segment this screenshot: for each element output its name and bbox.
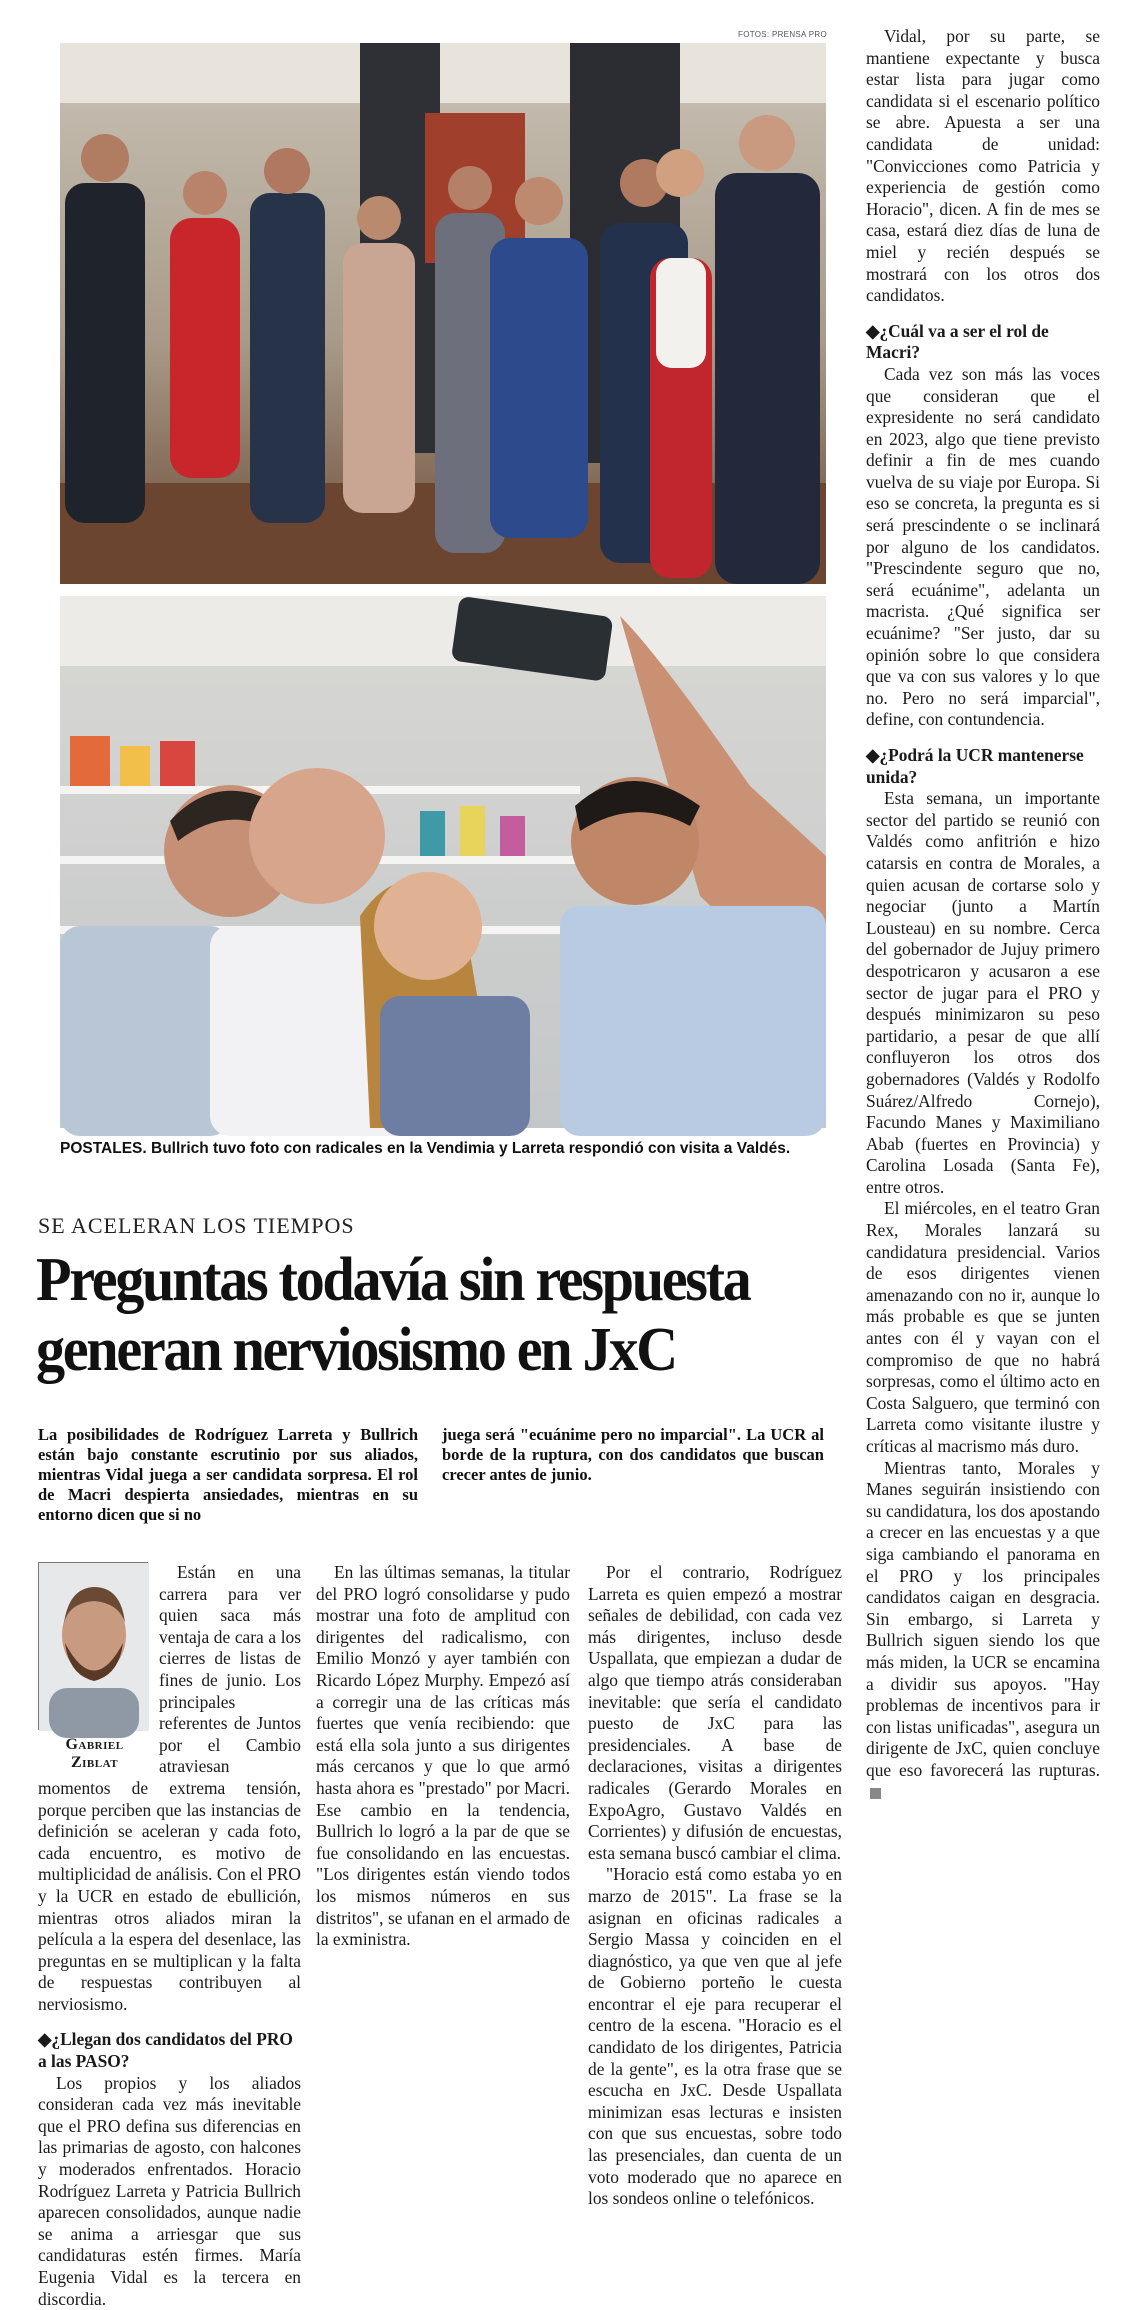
author-photo (38, 1562, 148, 1730)
paragraph-final (866, 1458, 1100, 1804)
paragraph: Cada vez son más las voces que consideran que el expresidente no será candidato en 2023, algo que tiene previsto definir a fin de mes cuando vuelva de su viaje por Europa. Si eso se concreta, la pregunta es si será prescindente o se inclinará por alguno de los candidatos. "Prescindente seguro que no, será ecuánime", adelanta un macrista. ¿Qué significa ser ecuánime? "Ser justo, dar su opinión sobre lo que considera que va con sus valores y lo que no. Pero no será imparcial", define, con contundencia. (866, 363, 1100, 730)
body-column-3 (588, 1562, 842, 2210)
photo-credit: FOTOS: PRENSA PRO (738, 30, 827, 39)
headline (36, 1245, 788, 1385)
author-last-name: Ziblat (70, 1754, 119, 1771)
paragraph: Vidal, por su parte, se mantiene expectante y busca estar lista para jugar como candidata si el escenario político se abre. Apuesta a ser una candidata de unidad: "Convicciones como Patricia y experiencia de gestión como Horacio", dicen. A fin de mes se casa, estará diez días de luna de miel y recién después se mostrará con los otros dos candidatos. (866, 26, 1100, 306)
body-column-4 (866, 26, 1100, 1803)
deck-part2: juega será "ecuánime pero no imparcial". La UCR al borde de la ruptura, con dos candidatos que buscan crecer antes de junio. (442, 1425, 824, 1484)
caption-label: POSTALES. (60, 1140, 147, 1157)
deck-part1: La posibilidades de Rodríguez Larreta y Bullrich están bajo constante escrutinio por sus aliados, mientras Vidal juega a ser candidata sorpresa. El rol de Macri despierta ansiedades, mientras en su entorno dicen que si no (38, 1425, 418, 1524)
subhead: ◆¿Llegan dos candidatos del PRO a las PASO? (38, 2029, 293, 2072)
author-first-name: Gabriel (65, 1736, 124, 1753)
paragraph-final-text: Mientras tanto, Morales y Manes seguirán insistiendo con su candidatura, los dos apostando a crecer en las encuestas y a que siga cambiando el panorama en el PRO y los principales candidatos caigan en desgracia. Sin embargo, si Larreta y Bullrich siguen siendo los que más miden, la UCR se encamina a dividir sus apoyos. "Hay problemas de incentivos para ir con listas unificadas", asegura un dirigente de JxC, quien concluye que eso favorecerá las rupturas. (866, 1457, 1100, 1780)
paragraph: Los propios y los aliados consideran cada vez más inevitable que el PRO defina sus diferencias en las primarias de agosto, con halcones y moderados enfrentados. Horacio Rodríguez Larreta y Patricia Bullrich aparecen consolidados, aunque nadie se anima a arriesgar que sus candidaturas estén firmes. María Eugenia Vidal es la tercera en discordia. (38, 2072, 301, 2309)
caption-text: Bullrich tuvo foto con radicales en la Vendimia y Larreta respondió con visita a Valdés. (151, 1140, 791, 1157)
headline-line2: generan nerviosismo en JxC (36, 1316, 676, 1384)
paragraph: En las últimas semanas, la titular del PRO logró consolidarse y pudo mostrar una foto de amplitud con dirigentes del radicalismo, con Emilio Monzó y ayer también con Ricardo López Murphy. Empezó así a corregir una de las críticas más fuertes que venía recibiendo: que está ella sola junto a sus dirigentes más cercanos y que lo que armó hasta ahora es "prestado" por Macri. Ese cambio en la tendencia, Bullrich lo logró a la par de que se fue consolidando en las encuestas. "Los dirigentes están viendo todos los mismos números en sus distritos", se ufanan en el armado de la exministra. (316, 1562, 570, 1950)
kicker: SE ACELERAN LOS TIEMPOS (38, 1213, 355, 1238)
group-photo (60, 43, 826, 584)
author-box (38, 1562, 151, 1772)
selfie-photo (60, 596, 826, 1128)
body-column-1 (38, 1562, 301, 2310)
subhead: ◆¿Cuál va a ser el rol de Macri? (866, 320, 1049, 363)
author-name (38, 1736, 151, 1772)
photo-caption (60, 1140, 840, 1158)
paragraph: El miércoles, en el teatro Gran Rex, Morales lanzará su candidatura presidencial. Varios de esos dirigentes vienen amenazando con no ir, aunque lo más probable es que se junten antes con él y vayan con el compromiso de que no habrá sorpresas, como el último acto en Costa Salguero, que terminó con Larreta como visitante ilustre y críticas al macrismo más duro. (866, 1198, 1100, 1456)
paragraph: Esta semana, un importante sector del partido se reunió con Valdés como anfitrión e hizo catarsis en contra de Morales, a quien acusan de cortarse solo y negociar (junto a Martín Lousteau) en su nombre. Cerca del gobernador de Jujuy primero despotricaron y acusaron a ese sector de jugar para el PRO y después minimizaron su peso partidario, a pesar de que allí confluyeron los otros dos gobernadores (Valdés y Rodolfo Suárez/Alfredo Cornejo), Facundo Manes y Maximiliano Abab (fuertes en Provincia) y Carolina Losada (Santa Fe), entre otros. (866, 788, 1100, 1197)
body-column-2 (316, 1562, 570, 1951)
paragraph: "Horacio está como estaba yo en marzo de 2015". La frase se la asignan en oficinas radicales a Sergio Massa y coinciden en el diagnóstico, ya que ven que al jefe de Gobierno porteño le cuesta encontrar el eje para recuperar el centro de la escena. "Horacio es el candidato de los dirigentes, Patricia de la gente", es la otra frase que se escucha en JxC. Desde Uspallata minimizan esas lecturas e insisten con que sus encuestas, sobre todo las presenciales, dan cuenta de un voto moderado que no aparece en los sondeos online o telefónicos. (588, 1864, 842, 2209)
subhead: ◆¿Podrá la UCR mantenerse unida? (866, 745, 1084, 787)
paragraph: Están en una carrera para ver quien saca más ventaja de cara a los cierres de listas de fines de junio. Los principales referentes de Juntos por el Cambio atraviesan momentos de extrema tensión, porque perciben que las instancias de definición se aceleran y cada foto, cada encuentro, es motivo de multiplicidad de análisis. Con el PRO y la UCR en estado de ebullición, mientras otros aliados miran la película a la espera del desenlace, las preguntas en se multiplican y la falta de respuestas contribuyen al nerviosismo. (38, 1562, 301, 2014)
headline-line1: Preguntas todavía sin respuesta (36, 1246, 750, 1314)
paragraph: Por el contrario, Rodríguez Larreta es quien empezó a mostrar señales de debilidad, con cada vez más dirigentes, incluso desde Uspallata, que empiezan a dudar de algo que tiempo atrás consideraban inevitable: que sería el candidato puesto de JxC para las presidenciales. A base de declaraciones, visitas a dirigentes radicales (Gerardo Morales en ExpoAgro, Gustavo Valdés en Corrientes) y difusión de encuestas, esta semana buscó cambiar el clima. (588, 1562, 842, 1863)
end-of-article-mark (870, 1788, 881, 1799)
